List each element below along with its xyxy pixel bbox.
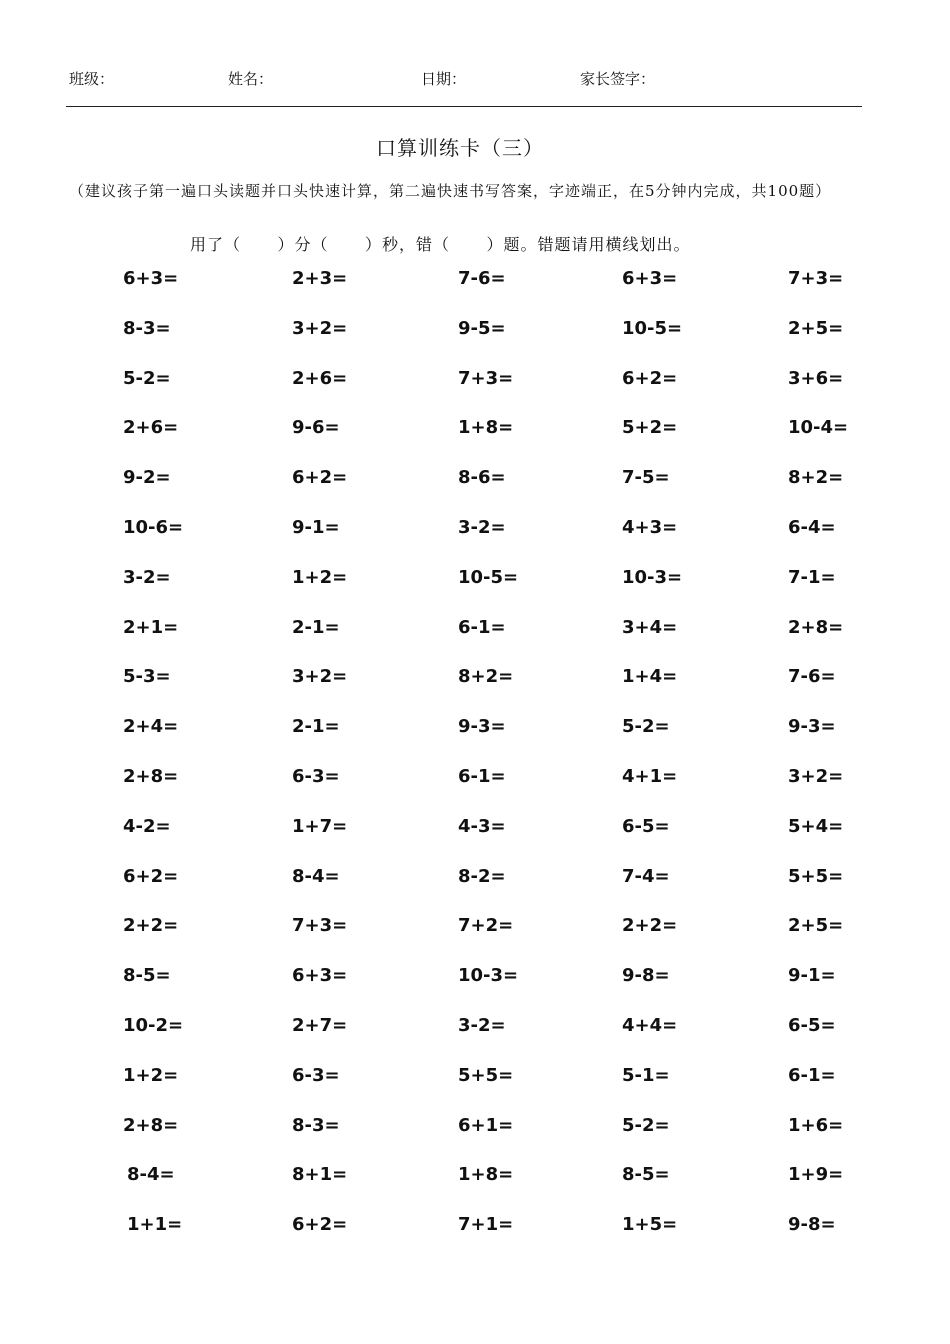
problem-r16-c3: 3-2= — [458, 1015, 506, 1036]
problem-r3-c2: 2+6= — [292, 368, 348, 389]
problem-r20-c2: 6+2= — [292, 1214, 348, 1235]
problem-r13-c1: 6+2= — [123, 866, 179, 887]
problem-r1-c1: 6+3= — [123, 268, 179, 289]
problem-r14-c2: 7+3= — [292, 915, 348, 936]
problem-r3-c3: 7+3= — [458, 368, 514, 389]
instruction-text: （建议孩子第一遍口头读题并口头快速计算，第二遍快速书写答案，字迹端正，在5分钟内完成，共100题） — [69, 182, 832, 200]
problem-r11-c3: 6-1= — [458, 766, 506, 787]
problem-r6-c5: 6-4= — [788, 517, 836, 538]
problem-r4-c5: 10-4= — [788, 417, 849, 438]
problem-r15-c2: 6+3= — [292, 965, 348, 986]
problem-r19-c5: 1+9= — [788, 1164, 844, 1185]
problem-r16-c5: 6-5= — [788, 1015, 836, 1036]
problem-r8-c3: 6-1= — [458, 617, 506, 638]
problem-r14-c4: 2+2= — [622, 915, 678, 936]
problem-r14-c3: 7+2= — [458, 915, 514, 936]
problem-r17-c1: 1+2= — [123, 1065, 179, 1086]
problem-r5-c1: 9-2= — [123, 467, 171, 488]
problem-r11-c2: 6-3= — [292, 766, 340, 787]
parent-signature-label: 家长签字： — [580, 70, 656, 88]
problem-r15-c1: 8-5= — [123, 965, 171, 986]
problem-r17-c3: 5+5= — [458, 1065, 514, 1086]
problem-r4-c4: 5+2= — [622, 417, 678, 438]
problem-r2-c1: 8-3= — [123, 318, 171, 339]
problem-r19-c1: 8-4= — [127, 1164, 175, 1185]
problem-r15-c5: 9-1= — [788, 965, 836, 986]
problem-r19-c2: 8+1= — [292, 1164, 348, 1185]
problem-r6-c3: 3-2= — [458, 517, 506, 538]
problem-r18-c4: 5-2= — [622, 1115, 670, 1136]
problem-r13-c3: 8-2= — [458, 866, 506, 887]
problem-r10-c2: 2-1= — [292, 716, 340, 737]
problem-r19-c4: 8-5= — [622, 1164, 670, 1185]
problem-r11-c1: 2+8= — [123, 766, 179, 787]
problem-r5-c2: 6+2= — [292, 467, 348, 488]
problem-r2-c5: 2+5= — [788, 318, 844, 339]
problem-r6-c2: 9-1= — [292, 517, 340, 538]
problem-r9-c3: 8+2= — [458, 666, 514, 687]
problem-r20-c4: 1+5= — [622, 1214, 678, 1235]
problem-r18-c5: 1+6= — [788, 1115, 844, 1136]
problem-r19-c3: 1+8= — [458, 1164, 514, 1185]
problem-r10-c4: 5-2= — [622, 716, 670, 737]
problem-r2-c4: 10-5= — [622, 318, 683, 339]
timing-line: 用了（ ）分（ ）秒，错（ ）题。错题请用横线划出。 — [190, 235, 691, 254]
problem-r3-c4: 6+2= — [622, 368, 678, 389]
problem-r4-c1: 2+6= — [123, 417, 179, 438]
problem-r18-c1: 2+8= — [123, 1115, 179, 1136]
problem-r7-c4: 10-3= — [622, 567, 683, 588]
problem-r8-c2: 2-1= — [292, 617, 340, 638]
problem-r12-c1: 4-2= — [123, 816, 171, 837]
problem-r7-c3: 10-5= — [458, 567, 519, 588]
problem-r2-c3: 9-5= — [458, 318, 506, 339]
problem-r15-c4: 9-8= — [622, 965, 670, 986]
problem-r4-c3: 1+8= — [458, 417, 514, 438]
problem-r10-c1: 2+4= — [123, 716, 179, 737]
problem-r11-c4: 4+1= — [622, 766, 678, 787]
problem-r12-c5: 5+4= — [788, 816, 844, 837]
problem-r17-c5: 6-1= — [788, 1065, 836, 1086]
problem-r9-c1: 5-3= — [123, 666, 171, 687]
problem-r4-c2: 9-6= — [292, 417, 340, 438]
problem-r20-c1: 1+1= — [127, 1214, 183, 1235]
problem-r12-c2: 1+7= — [292, 816, 348, 837]
problem-r16-c2: 2+7= — [292, 1015, 348, 1036]
problem-r9-c2: 3+2= — [292, 666, 348, 687]
problem-r13-c4: 7-4= — [622, 866, 670, 887]
problem-r17-c2: 6-3= — [292, 1065, 340, 1086]
problem-r5-c5: 8+2= — [788, 467, 844, 488]
name-label: 姓名： — [228, 70, 274, 88]
problem-r16-c1: 10-2= — [123, 1015, 184, 1036]
problem-r12-c3: 4-3= — [458, 816, 506, 837]
problem-r5-c3: 8-6= — [458, 467, 506, 488]
problem-r1-c5: 7+3= — [788, 268, 844, 289]
problem-r18-c3: 6+1= — [458, 1115, 514, 1136]
page-title: 口算训练卡（三） — [376, 136, 544, 160]
problem-r5-c4: 7-5= — [622, 467, 670, 488]
problem-r9-c5: 7-6= — [788, 666, 836, 687]
problem-r6-c4: 4+3= — [622, 517, 678, 538]
problem-r9-c4: 1+4= — [622, 666, 678, 687]
problem-r13-c5: 5+5= — [788, 866, 844, 887]
date-label: 日期： — [421, 70, 467, 88]
problem-r8-c4: 3+4= — [622, 617, 678, 638]
problem-r8-c5: 2+8= — [788, 617, 844, 638]
problem-r10-c3: 9-3= — [458, 716, 506, 737]
problem-r13-c2: 8-4= — [292, 866, 340, 887]
problem-r2-c2: 3+2= — [292, 318, 348, 339]
problem-r14-c1: 2+2= — [123, 915, 179, 936]
problem-r6-c1: 10-6= — [123, 517, 184, 538]
problem-r3-c5: 3+6= — [788, 368, 844, 389]
problem-r8-c1: 2+1= — [123, 617, 179, 638]
problem-r11-c5: 3+2= — [788, 766, 844, 787]
problem-r20-c3: 7+1= — [458, 1214, 514, 1235]
problem-r7-c5: 7-1= — [788, 567, 836, 588]
problem-r20-c5: 9-8= — [788, 1214, 836, 1235]
problem-r7-c1: 3-2= — [123, 567, 171, 588]
problem-r10-c5: 9-3= — [788, 716, 836, 737]
problem-r12-c4: 6-5= — [622, 816, 670, 837]
problem-r1-c3: 7-6= — [458, 268, 506, 289]
problem-r18-c2: 8-3= — [292, 1115, 340, 1136]
problem-r3-c1: 5-2= — [123, 368, 171, 389]
class-label: 班级： — [69, 70, 115, 88]
problem-r16-c4: 4+4= — [622, 1015, 678, 1036]
problem-r17-c4: 5-1= — [622, 1065, 670, 1086]
problem-r14-c5: 2+5= — [788, 915, 844, 936]
problem-r7-c2: 1+2= — [292, 567, 348, 588]
problem-r15-c3: 10-3= — [458, 965, 519, 986]
problem-r1-c4: 6+3= — [622, 268, 678, 289]
problem-r1-c2: 2+3= — [292, 268, 348, 289]
